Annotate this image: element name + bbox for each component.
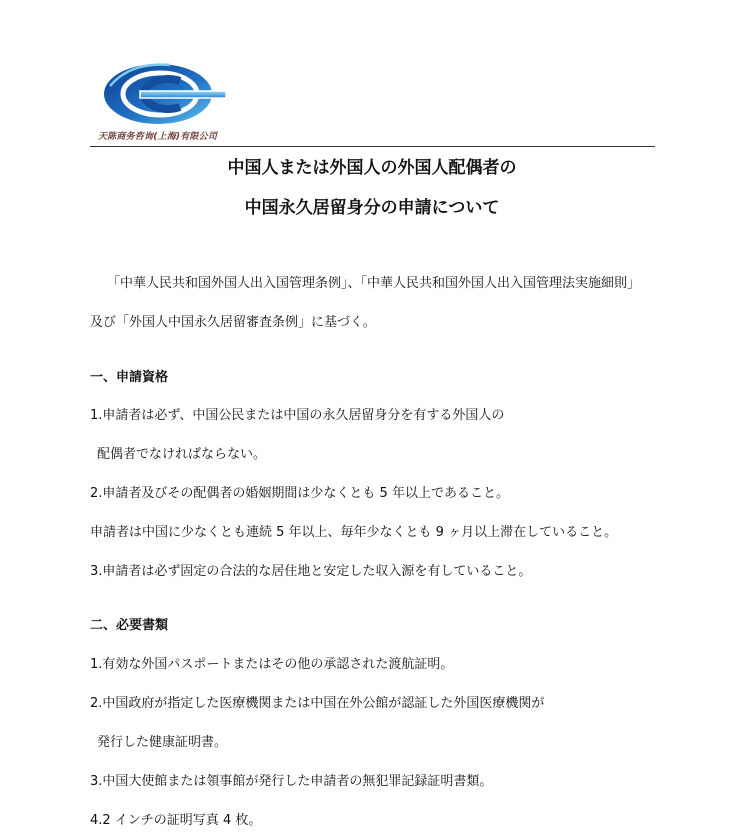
logo-swirl-icon [100,56,230,132]
section-heading-eligibility: 一、申請資格 [90,370,169,385]
eligibility-line-1: 1.申請者は必ず、中国公民または中国の永久居留身分を有する外国人の [90,408,505,423]
documents-line-5: 4.2 インチの証明写真 4 枚。 [90,813,262,828]
documents-line-4: 3.中国大使館または領事館が発行した申請者の無犯罪記録証明書類。 [90,774,493,789]
documents-line-1: 1.有効な外国パスポートまたはその他の承認された渡航証明。 [90,657,454,672]
eligibility-line-4: 申請者は中国に少なくとも連続 5 年以上、毎年少なくとも 9 ヶ月以上滞在していること。 [90,525,618,540]
section-heading-documents: 二、必要書類 [90,618,169,633]
eligibility-line-3: 2.申請者及びその配偶者の婚姻期間は少なくとも 5 年以上であること。 [90,486,509,501]
intro-line-2: 及び「外国人中国永久居留審査条例」に基づく。 [90,315,376,330]
documents-line-2: 2.中国政府が指定した医療機関または中国在外公館が認証した外国医療機関が [90,696,545,711]
document-title-line-2: 中国永久居留身分の申請について [244,198,500,218]
documents-line-3: 発行した健康証明書。 [97,735,228,750]
intro-line-1: 「中華人民共和国外国人出入国管理条例」、「中華人民共和国外国人出入国管理法実施細則」 [107,276,641,291]
eligibility-line-5: 3.申請者は必ず固定の合法的な居住地と安定した収入源を有していること。 [90,564,532,579]
eligibility-line-2: 配偶者でなければならない。 [97,447,267,462]
company-logo [100,56,230,132]
document-title-line-1: 中国人または外国人の外国人配偶者の [227,158,517,178]
header-divider [90,146,655,147]
logo-company-name: 天陈商务咨询(上海)有限公司 [98,132,218,142]
